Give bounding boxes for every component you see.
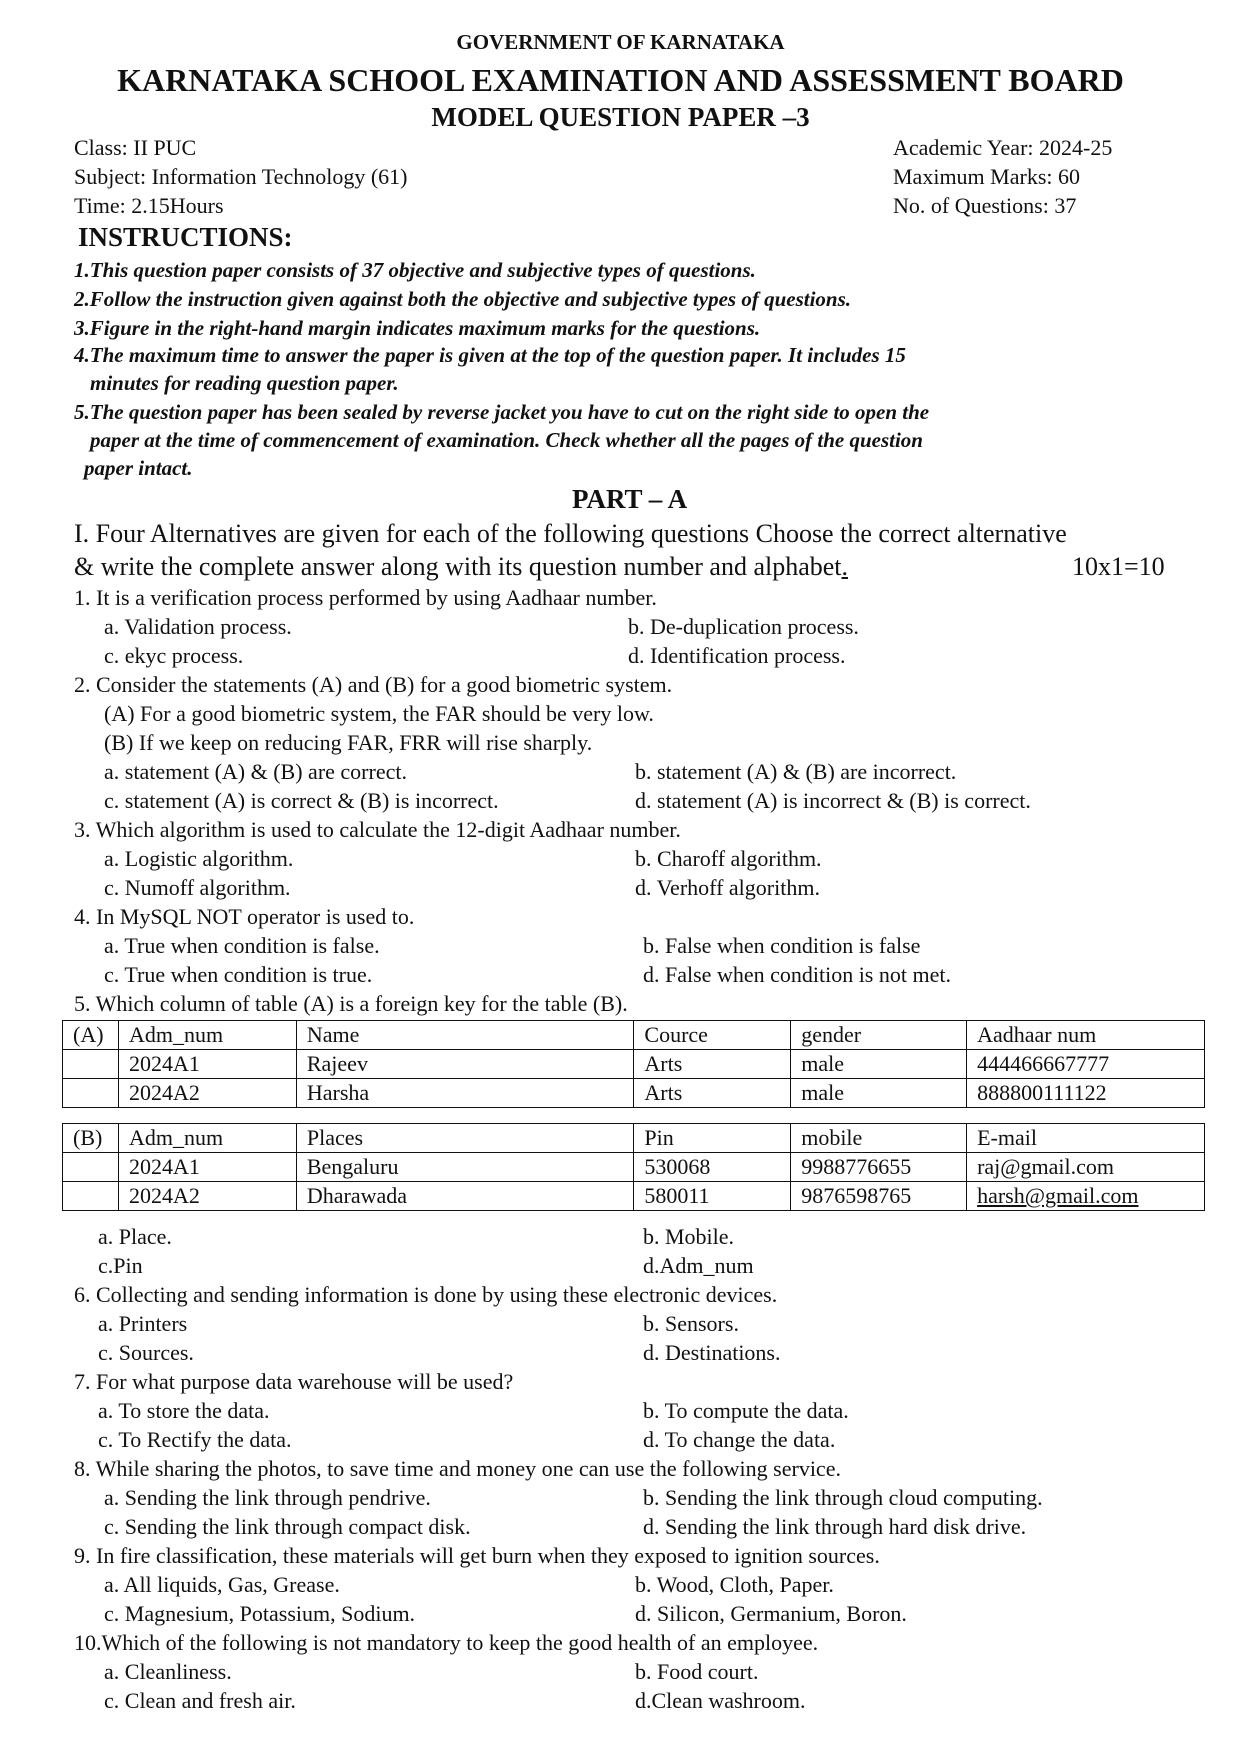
table-cell: 530068 <box>634 1153 791 1182</box>
table-cell: male <box>791 1050 967 1079</box>
option-b: b. Sensors. <box>643 1311 739 1336</box>
option-a: a. Logistic algorithm. <box>104 846 294 871</box>
table-cell: Dharawada <box>296 1182 634 1211</box>
option-d: d. Verhoff algorithm. <box>635 875 820 900</box>
table-a <box>62 1020 1205 1108</box>
paper-title: MODEL QUESTION PAPER –3 <box>431 102 810 132</box>
option-b: b. De-duplication process. <box>628 614 859 639</box>
option-d: d. statement (A) is incorrect & (B) is correct. <box>635 788 1031 813</box>
option-c: c. Magnesium, Potassium, Sodium. <box>104 1601 416 1626</box>
table-cell <box>63 1182 119 1211</box>
question-stem: 8. While sharing the photos, to save time and money one can use the following service. <box>74 1456 841 1481</box>
table-row <box>63 1124 1205 1153</box>
academic-year-label: Academic Year: 2024-25 <box>893 135 1113 160</box>
question-count-label: No. of Questions: 37 <box>893 193 1077 218</box>
instruction-line: paper intact. <box>84 456 193 480</box>
part-a-lead-dot: . <box>841 552 849 581</box>
table-cell: 888800111122 <box>967 1079 1205 1108</box>
table-header: Cource <box>634 1021 791 1050</box>
option-c: c. Sources. <box>98 1340 194 1365</box>
option-d: d. Identification process. <box>628 643 846 668</box>
table-cell: Arts <box>634 1050 791 1079</box>
option-a: a. Place. <box>98 1224 172 1249</box>
table-cell: raj@gmail.com <box>967 1153 1205 1182</box>
table-cell: male <box>791 1079 967 1108</box>
option-d: d. Sending the link through hard disk drive. <box>643 1514 1027 1539</box>
table-cell: Rajeev <box>296 1050 634 1079</box>
option-a: a. Validation process. <box>104 614 292 639</box>
instruction-line: 1.This question paper consists of 37 objective and subjective types of questions. <box>74 258 756 282</box>
question-stem: 1. It is a verification process performed by using Aadhaar number. <box>74 585 657 610</box>
instruction-line: 3.Figure in the right-hand margin indicates maximum marks for the questions. <box>74 316 761 340</box>
instruction-line: paper at the time of commencement of examination. Check whether all the pages of the question <box>90 428 923 452</box>
option-c: c. Numoff algorithm. <box>104 875 291 900</box>
table-label: (B) <box>63 1124 119 1153</box>
part-a-title: PART – A <box>572 484 688 514</box>
table-row <box>63 1079 1205 1108</box>
statement-a: (A) For a good biometric system, the FAR should be very low. <box>104 701 654 726</box>
option-b: b. Wood, Cloth, Paper. <box>635 1572 834 1597</box>
email-link[interactable]: harsh@gmail.com <box>967 1182 1205 1211</box>
option-a: a. Printers <box>98 1311 188 1336</box>
option-d: d. Destinations. <box>643 1340 781 1365</box>
option-c: c. To Rectify the data. <box>98 1427 292 1452</box>
question-stem: 7. For what purpose data warehouse will be used? <box>74 1369 514 1394</box>
option-b: b. Food court. <box>635 1659 759 1684</box>
table-label: (A) <box>63 1021 119 1050</box>
option-c: c. Clean and fresh air. <box>104 1688 296 1713</box>
question-stem: 4. In MySQL NOT operator is used to. <box>74 904 415 929</box>
table-cell: 444466667777 <box>967 1050 1205 1079</box>
instruction-line: minutes for reading question paper. <box>90 371 399 395</box>
table-cell: 2024A1 <box>118 1050 296 1079</box>
option-a: a. All liquids, Gas, Grease. <box>104 1572 340 1597</box>
option-b: b. Mobile. <box>643 1224 735 1249</box>
table-cell: 9876598765 <box>791 1182 967 1211</box>
table-cell: Arts <box>634 1079 791 1108</box>
question-stem: 9. In fire classification, these materials will get burn when they exposed to ignition sources. <box>74 1543 880 1568</box>
instruction-line: 4.The maximum time to answer the paper is given at the top of the question paper. It includes 15 <box>74 343 906 367</box>
option-a: a. Sending the link through pendrive. <box>104 1485 431 1510</box>
table-row <box>63 1153 1205 1182</box>
table-header: mobile <box>791 1124 967 1153</box>
table-cell <box>63 1050 119 1079</box>
time-label: Time: 2.15Hours <box>74 193 224 218</box>
question-stem: 6. Collecting and sending information is done by using these electronic devices. <box>74 1282 778 1307</box>
table-header: Aadhaar num <box>967 1021 1205 1050</box>
option-a: a. To store the data. <box>98 1398 270 1423</box>
statement-b: (B) If we keep on reducing FAR, FRR will rise sharply. <box>104 730 593 755</box>
option-c: c.Pin <box>98 1253 143 1278</box>
table-row <box>63 1182 1205 1211</box>
table-cell: 2024A1 <box>118 1153 296 1182</box>
table-header: E-mail <box>967 1124 1205 1153</box>
option-c: c. ekyc process. <box>104 643 244 668</box>
table-cell: Harsha <box>296 1079 634 1108</box>
option-b: b. Sending the link through cloud computing. <box>643 1485 1043 1510</box>
option-a: a. True when condition is false. <box>104 933 380 958</box>
table-header: Name <box>296 1021 634 1050</box>
option-b: b. statement (A) & (B) are incorrect. <box>635 759 957 784</box>
option-b: b. False when condition is false <box>643 933 921 958</box>
question-stem: 10.Which of the following is not mandatory to keep the good health of an employee. <box>74 1630 819 1655</box>
option-c: c. True when condition is true. <box>104 962 373 987</box>
board-heading: KARNATAKA SCHOOL EXAMINATION AND ASSESSMENT BOARD <box>117 62 1124 98</box>
government-heading: GOVERNMENT OF KARNATAKA <box>456 30 785 54</box>
class-label: Class: II PUC <box>74 135 197 160</box>
question-stem: 5. Which column of table (A) is a foreign key for the table (B). <box>74 991 628 1016</box>
table-cell: 2024A2 <box>118 1079 296 1108</box>
table-cell: Bengaluru <box>296 1153 634 1182</box>
max-marks-label: Maximum Marks: 60 <box>893 164 1080 189</box>
option-c: c. Sending the link through compact disk. <box>104 1514 471 1539</box>
question-stem: 3. Which algorithm is used to calculate the 12-digit Aadhaar number. <box>74 817 681 842</box>
table-cell <box>63 1079 119 1108</box>
table-cell: 2024A2 <box>118 1182 296 1211</box>
part-a-lead: I. Four Alternatives are given for each of the following questions Choose the correct alternative <box>74 519 1067 548</box>
instructions-title: INSTRUCTIONS: <box>78 222 293 252</box>
option-a: a. Cleanliness. <box>104 1659 232 1684</box>
table-header: gender <box>791 1021 967 1050</box>
table-header: Pin <box>634 1124 791 1153</box>
option-a: a. statement (A) & (B) are correct. <box>104 759 407 784</box>
table-row <box>63 1050 1205 1079</box>
table-header: Adm_num <box>118 1021 296 1050</box>
option-d: d.Clean washroom. <box>635 1688 806 1713</box>
table-row <box>63 1021 1205 1050</box>
part-a-lead-2 <box>74 550 848 584</box>
subject-label: Subject: Information Technology (61) <box>74 164 408 189</box>
table-header: Adm_num <box>118 1124 296 1153</box>
option-d: d. To change the data. <box>643 1427 836 1452</box>
table-cell: 580011 <box>634 1182 791 1211</box>
table-header: Places <box>296 1124 634 1153</box>
option-b: b. To compute the data. <box>643 1398 849 1423</box>
option-d: d.Adm_num <box>643 1253 754 1278</box>
part-a-marks: 10x1=10 <box>1072 552 1165 581</box>
table-cell <box>63 1153 119 1182</box>
question-stem: 2. Consider the statements (A) and (B) for a good biometric system. <box>74 672 673 697</box>
option-c: c. statement (A) is correct & (B) is incorrect. <box>104 788 499 813</box>
table-cell: 9988776655 <box>791 1153 967 1182</box>
table-b <box>62 1123 1205 1211</box>
option-d: d. False when condition is not met. <box>643 962 951 987</box>
option-d: d. Silicon, Germanium, Boron. <box>635 1601 907 1626</box>
instruction-line: 2.Follow the instruction given against both the objective and subjective types of questions. <box>74 287 852 311</box>
option-b: b. Charoff algorithm. <box>635 846 822 871</box>
instruction-line: 5.The question paper has been sealed by reverse jacket you have to cut on the right side to open the <box>74 400 930 424</box>
part-a-lead-text: & write the complete answer along with its question number and alphabet <box>74 552 842 581</box>
